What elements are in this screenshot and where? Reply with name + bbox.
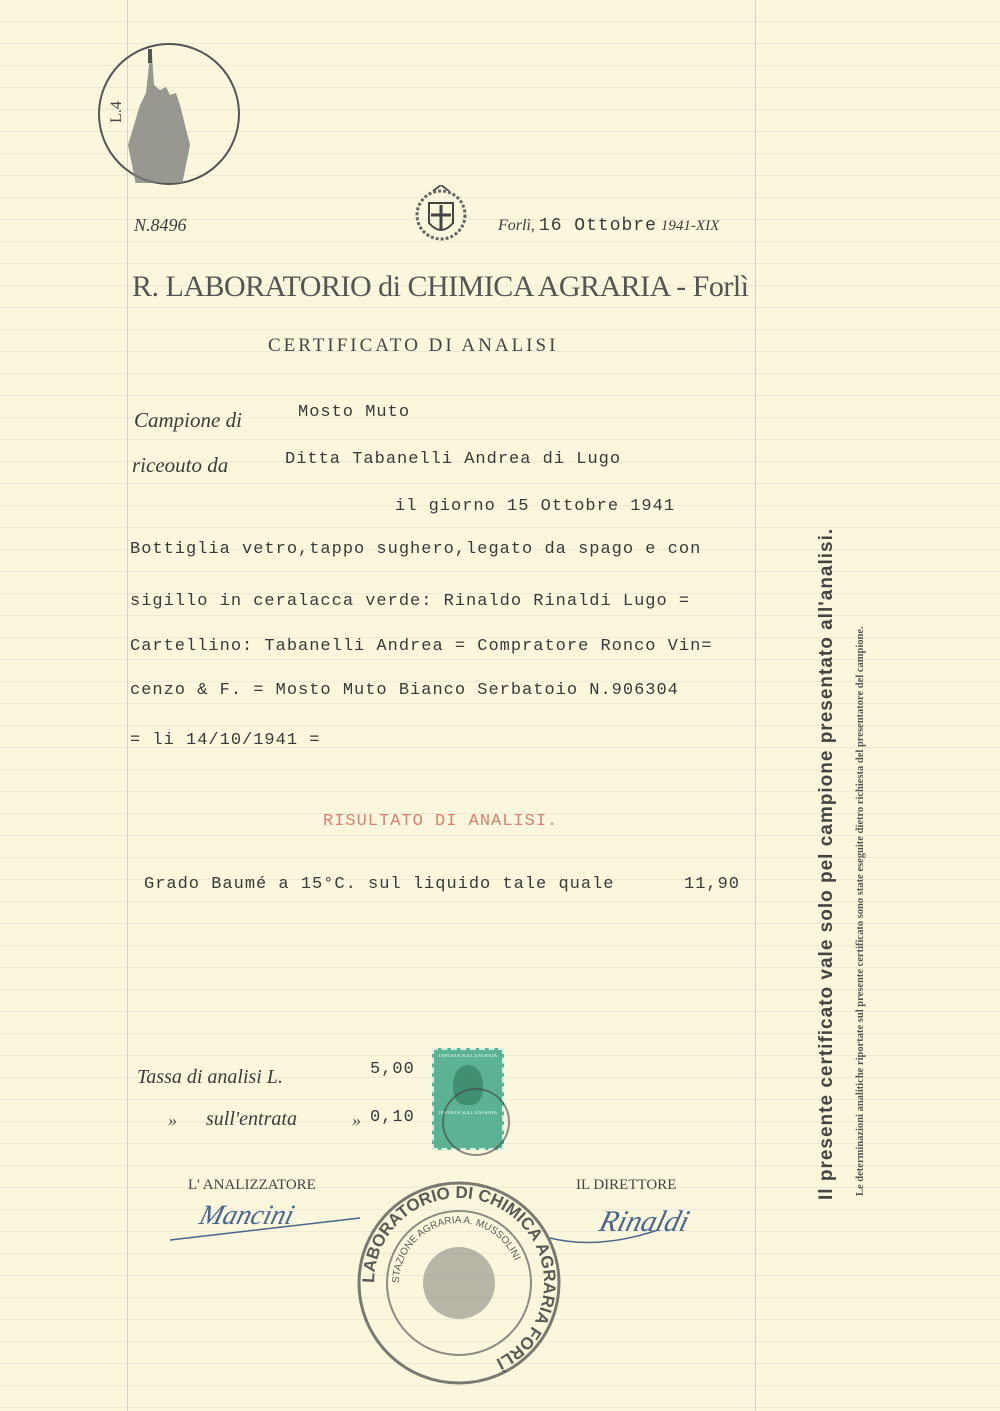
certificate-number: N.8496 <box>134 215 187 235</box>
entrata-prefix: » <box>168 1110 177 1130</box>
tassa-label: Tassa di analisi L. <box>137 1066 283 1088</box>
cancellation-postmark <box>442 1088 510 1156</box>
analyst-signature-stroke <box>165 1210 365 1250</box>
director-label: IL DIRETTORE <box>576 1177 677 1193</box>
entrata-mark: » <box>352 1110 361 1130</box>
validity-note: Il presente certificato vale solo pel campione presentato all'analisi. <box>816 527 837 1200</box>
description-line: Bottiglia vetro,tappo sughero,legato da spago e con <box>130 540 702 559</box>
emblem-logo <box>98 43 240 185</box>
seal-icon <box>354 1178 564 1388</box>
tassa-value: 5,00 <box>370 1060 415 1079</box>
entrata-label: sull'entrata <box>206 1108 297 1130</box>
ricevuto-label: riceouto da <box>132 453 229 477</box>
result-row-value: 11,90 <box>684 875 741 894</box>
description-line: sigillo in ceralacca verde: Rinaldo Rinaldi Lugo = <box>130 592 691 611</box>
revenue-stamp-bottom-text: IMPOSTA SULL'ENTRATA <box>438 1111 498 1116</box>
entrata-value: 0,10 <box>370 1108 415 1127</box>
emblem-label: L.4 <box>107 101 125 123</box>
ricevuto-value: Ditta Tabanelli Andrea di Lugo <box>285 450 622 469</box>
analyst-signature: Mancini <box>195 1200 298 1231</box>
seal-inner-text: STAZIONE AGRARIA A. MUSSOLINI <box>390 1214 523 1284</box>
analyst-label: L' ANALIZZATORE <box>188 1177 316 1193</box>
seal-outer-text: LABORATORIO DI CHIMICA AGRARIA FORLÌ <box>358 1182 560 1374</box>
campione-value: Mosto Muto <box>298 403 411 422</box>
campione-label: Campione di <box>134 408 242 432</box>
coat-of-arms-icon <box>413 185 469 249</box>
description-line: Cartellino: Tabanelli Andrea = Compratore Ronco Vin= <box>130 637 713 656</box>
received-date: il giorno 15 Ottobre 1941 <box>395 497 676 516</box>
director-signature-stroke <box>548 1220 668 1260</box>
determination-note: Le determinazioni analitiche riportate sul presente certificato sono state eseguite dietro richiesta del presentatore del campione. <box>855 626 866 1196</box>
margin-line-left <box>127 0 128 1411</box>
margin-line-right <box>755 0 756 1411</box>
description-line: = li 14/10/1941 = <box>130 731 321 750</box>
document-title: CERTIFICATO DI ANALISI <box>268 335 559 356</box>
director-signature: Rinaldi <box>595 1205 693 1238</box>
revenue-stamp <box>432 1048 504 1150</box>
institution-name: R. LABORATORIO di CHIMICA AGRARIA - Forlì <box>132 270 749 303</box>
description-line: cenzo & F. = Mosto Muto Bianco Serbatoio N.906304 <box>130 681 679 700</box>
result-row-label: Grado Baumé a 15°C. sul liquido tale quale <box>144 875 615 894</box>
official-seal <box>354 1178 564 1388</box>
document-date: Forlì, 16 Ottobre 1941-XIX <box>498 216 720 236</box>
results-heading: RISULTATO DI ANALISI. <box>323 812 559 831</box>
revenue-stamp-top-text: IMPOSTA SULL'ENTRATA <box>438 1054 498 1059</box>
